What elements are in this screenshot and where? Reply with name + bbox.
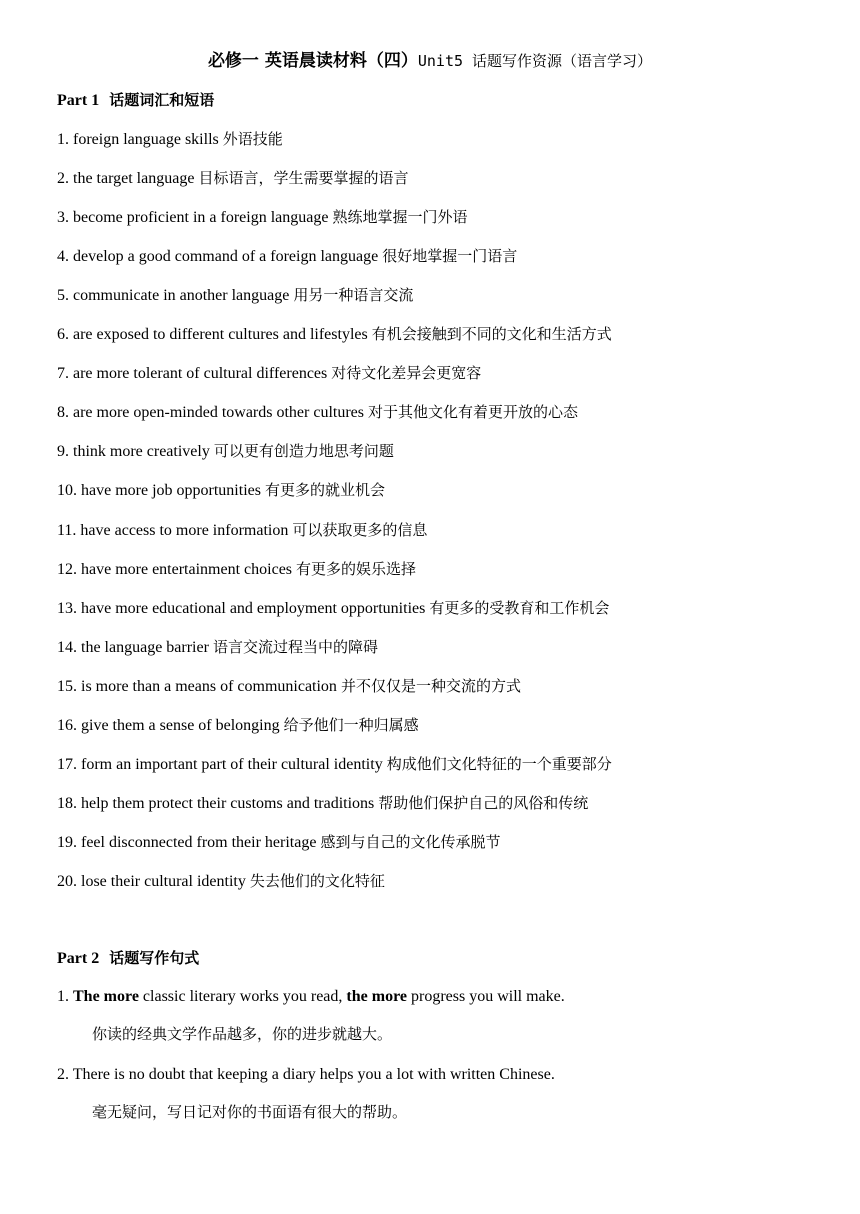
sentence-1-translation: 你读的经典文学作品越多，你的进步就越大。	[92, 1025, 393, 1043]
vocabulary-item	[57, 791, 588, 816]
vocabulary-item	[57, 518, 427, 543]
document-title	[0, 48, 860, 74]
vocabulary-item-chinese: 失去他们的文化特征	[249, 872, 385, 890]
sentence-1-bold-2: the more	[346, 988, 407, 1005]
vocabulary-item-english: 12. have more entertainment choices	[57, 561, 293, 578]
vocabulary-item-chinese: 对待文化差异会更宽容	[331, 364, 482, 382]
vocabulary-item-english: 6. are exposed to different cultures and lifestyles	[57, 326, 368, 343]
part2-heading-num: Part 2	[57, 950, 100, 967]
vocabulary-item-english: 4. develop a good command of a foreign language	[57, 248, 379, 265]
title-unit: Unit5	[417, 52, 464, 70]
vocabulary-item-chinese: 可以获取更多的信息	[292, 521, 428, 539]
vocabulary-item	[57, 205, 467, 230]
vocabulary-item-chinese: 外语技能	[222, 130, 283, 148]
vocabulary-item-english: 1. foreign language skills	[57, 131, 219, 148]
sentence-2: 2. There is no doubt that keeping a diary helps you a lot with written Chinese.	[57, 1066, 555, 1083]
vocabulary-item-english: 2. the target language	[57, 170, 195, 187]
vocabulary-item-chinese: 用另一种语言交流	[293, 286, 414, 304]
vocabulary-item-english: 20. lose their cultural identity	[57, 873, 246, 890]
part1-heading-num: Part 1	[57, 92, 100, 109]
vocabulary-item-chinese: 目标语言，学生需要掌握的语言	[198, 169, 409, 187]
vocabulary-item	[57, 713, 419, 738]
vocabulary-item	[57, 869, 385, 894]
vocabulary-item	[57, 400, 578, 425]
vocabulary-item	[57, 830, 500, 855]
vocabulary-item-chinese: 很好地掌握一门语言	[382, 247, 518, 265]
vocabulary-item-english: 8. are more open-minded towards other cultures	[57, 404, 365, 421]
vocabulary-item	[57, 166, 408, 191]
vocabulary-item-english: 5. communicate in another language	[57, 287, 290, 304]
part1-heading	[57, 88, 214, 113]
part2-heading-cn: 话题写作句式	[109, 949, 200, 967]
vocabulary-item-chinese: 帮助他们保护自己的风俗和传统	[378, 794, 589, 812]
vocabulary-item-chinese: 感到与自己的文化传承脱节	[320, 833, 501, 851]
vocabulary-item-chinese: 对于其他文化有着更开放的心态	[368, 403, 579, 421]
vocabulary-item-english: 15. is more than a means of communication	[57, 678, 337, 695]
vocabulary-item-english: 7. are more tolerant of cultural differences	[57, 365, 328, 382]
vocabulary-item-english: 3. become proficient in a foreign language	[57, 209, 329, 226]
vocabulary-item-english: 11. have access to more information	[57, 522, 289, 539]
vocabulary-item	[57, 361, 481, 386]
vocabulary-item-english: 10. have more job opportunities	[57, 482, 261, 499]
vocabulary-item-chinese: 并不仅仅是一种交流的方式	[340, 677, 521, 695]
vocabulary-item-chinese: 构成他们文化特征的一个重要部分	[386, 755, 612, 773]
vocabulary-item-chinese: 有更多的受教育和工作机会	[429, 599, 610, 617]
title-topic: 话题写作资源（语言学习）	[463, 52, 653, 70]
vocabulary-item-chinese: 熟练地掌握一门外语	[332, 208, 468, 226]
vocabulary-item	[57, 244, 517, 269]
vocabulary-item-english: 17. form an important part of their cultural identity	[57, 756, 383, 773]
vocabulary-item-chinese: 给予他们一种归属感	[283, 716, 419, 734]
vocabulary-item	[57, 635, 378, 660]
vocabulary-item	[57, 439, 394, 464]
vocabulary-item-english: 16. give them a sense of belonging	[57, 717, 280, 734]
vocabulary-item	[57, 596, 609, 621]
vocabulary-item-english: 14. the language barrier	[57, 639, 209, 656]
vocabulary-item-english: 18. help them protect their customs and traditions	[57, 795, 375, 812]
vocabulary-item	[57, 557, 416, 582]
sentence-1-num: 1.	[57, 988, 69, 1005]
vocabulary-item	[57, 752, 612, 777]
vocabulary-item-chinese: 有更多的就业机会	[264, 481, 385, 499]
vocabulary-item-chinese: 可以更有创造力地思考问题	[213, 442, 394, 460]
vocabulary-item-english: 13. have more educational and employment opportunities	[57, 600, 426, 617]
vocabulary-item	[57, 283, 413, 308]
vocabulary-item-chinese: 语言交流过程当中的障碍	[212, 638, 378, 656]
sentence-1-mid: classic literary works you read,	[138, 988, 347, 1005]
sentence-1-bold-1: The more	[73, 988, 139, 1005]
sentence-1-end: progress you will make.	[406, 988, 565, 1005]
vocabulary-item-english: 19. feel disconnected from their heritage	[57, 834, 317, 851]
vocabulary-item	[57, 127, 283, 152]
vocabulary-item-english: 9. think more creatively	[57, 443, 210, 460]
vocabulary-item-chinese: 有更多的娱乐选择	[296, 560, 417, 578]
vocabulary-item	[57, 322, 612, 347]
part2-heading	[57, 946, 199, 971]
part1-heading-cn: 话题词汇和短语	[109, 91, 215, 109]
vocabulary-item	[57, 674, 521, 699]
title-main: 必修一 英语晨读材料（四）	[207, 51, 418, 71]
sentence-2-translation: 毫无疑问，写日记对你的书面语有很大的帮助。	[92, 1103, 408, 1121]
vocabulary-item-chinese: 有机会接触到不同的文化和生活方式	[371, 325, 612, 343]
vocabulary-item	[57, 478, 385, 503]
sentence-1	[57, 985, 565, 1009]
